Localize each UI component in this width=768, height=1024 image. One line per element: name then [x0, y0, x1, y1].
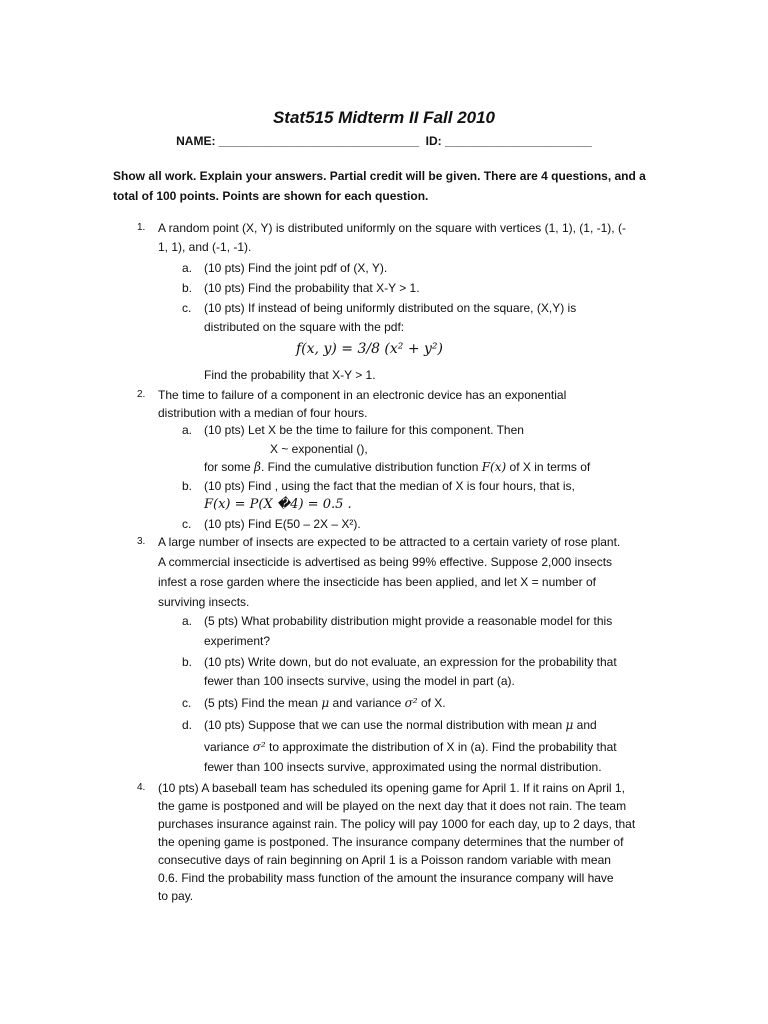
- q3d2-pre: variance: [204, 740, 253, 754]
- q3d-text-line2: [204, 738, 617, 756]
- q4-text-line7: to pay.: [158, 889, 194, 903]
- q3c-mid: and variance: [329, 696, 405, 710]
- q3d-text-line1: [204, 716, 597, 734]
- q1-number: 1.: [137, 222, 146, 233]
- q4-text-line6: 0.6. Find the probability mass function of the amount the insurance company will have: [158, 871, 614, 885]
- q3b-text-line2: fewer than 100 insects survive, using the model in part (a).: [204, 674, 515, 688]
- sigma-squared-symbol: σ²: [404, 696, 418, 710]
- q1a-text: (10 pts) Find the joint pdf of (X, Y).: [204, 261, 388, 275]
- q1b-text: (10 pts) Find the probability that X-Y > 1.: [204, 281, 420, 295]
- instructions: Show all work. Explain your answers. Partial credit will be given. There are 4 questions, and a total of 100 points. Points are shown for each question.: [113, 169, 646, 203]
- cdf-symbol: F(x): [481, 460, 507, 474]
- q2a-post: of X in terms of: [506, 460, 591, 474]
- name-id-line: NAME: ______________________________ ID: ______________________: [176, 134, 592, 148]
- sigma-squared-symbol: σ²: [252, 740, 266, 754]
- q2-text-line2: distribution with a median of four hours.: [158, 406, 368, 420]
- mu-symbol: μ: [565, 718, 574, 732]
- q3-text-line1: A large number of insects are expected to be attracted to a certain variety of rose plant.: [158, 535, 621, 549]
- q2-text-line1: The time to failure of a component in an electronic device has an exponential: [158, 388, 567, 402]
- q1b-label: b.: [182, 281, 193, 295]
- q3c-text: [204, 694, 446, 712]
- q1c-text-line1: (10 pts) If instead of being uniformly distributed on the square, (X,Y) is: [204, 301, 577, 315]
- q2a-text-line3: [204, 458, 590, 476]
- q3b-label: b.: [182, 655, 193, 669]
- q4-text-line5: consecutive days of rain beginning on April 1 is a Poisson random variable with mean: [158, 853, 611, 867]
- q4-text-line3: purchases insurance against rain. The policy will pay 1000 for each day, up to 2 days, that: [158, 817, 636, 831]
- q3-text-line2: A commercial insecticide is advertised as being 99% effective. Suppose 2,000 insects: [158, 555, 613, 569]
- q3-number: 3.: [137, 536, 146, 547]
- q2a-pre: for some: [204, 460, 255, 474]
- q3d-label: d.: [182, 718, 193, 732]
- q2a-text-line2: X ~ exponential (),: [270, 442, 368, 456]
- q2a-label: a.: [182, 423, 193, 437]
- q4-text-line1: (10 pts) A baseball team has scheduled its opening game for April 1. If it rains on April 1,: [158, 781, 625, 795]
- q2c-text: (10 pts) Find E(50 – 2X – X²).: [204, 517, 361, 531]
- q2b-text-line1: (10 pts) Find , using the fact that the median of X is four hours, that is,: [204, 479, 575, 493]
- q3d2-post: to approximate the distribution of X in (a). Find the probability that: [265, 740, 617, 754]
- q3d-text-line3: fewer than 100 insects survive, approximated using the normal distribution.: [204, 760, 602, 774]
- q4-number: 4.: [137, 782, 146, 793]
- beta-symbol: β: [254, 460, 261, 474]
- q2b-label: b.: [182, 479, 193, 493]
- q1c-text-line2: distributed on the square with the pdf:: [204, 320, 405, 334]
- q2c-label: c.: [182, 517, 192, 531]
- q4-text-line2: the game is postponed and will be played on the next day that it does not rain. The team: [158, 799, 627, 813]
- q3a-text-line2: experiment?: [204, 634, 271, 648]
- q1c-label: c.: [182, 301, 192, 315]
- q3b-text-line1: (10 pts) Write down, but do not evaluate, an expression for the probability that: [204, 655, 617, 669]
- exam-title: Stat515 Midterm II Fall 2010: [272, 108, 496, 127]
- mu-symbol: μ: [321, 696, 330, 710]
- q1c-text-line3: Find the probability that X-Y > 1.: [204, 368, 376, 382]
- q3-text-line4: surviving insects.: [158, 595, 250, 609]
- q3a-text-line1: (5 pts) What probability distribution might provide a reasonable model for this: [204, 614, 613, 628]
- q1-text-line1: A random point (X, Y) is distributed uniformly on the square with vertices (1, 1), (1, -1), (-: [158, 221, 626, 235]
- q3d-post: and: [573, 718, 597, 732]
- q2b-median-equation: F(x) = P(X �4) = 0.5 .: [204, 497, 352, 512]
- q2a-text-line1: (10 pts) Let X be the time to failure for this component. Then: [204, 423, 524, 437]
- q1a-label: a.: [182, 261, 193, 275]
- q3d-pre: (10 pts) Suppose that we can use the normal distribution with mean: [204, 718, 566, 732]
- q1-text-line2: 1, 1), and (-1, -1).: [158, 240, 252, 254]
- q3c-label: c.: [182, 696, 192, 710]
- q3a-label: a.: [182, 614, 193, 628]
- q2a-mid: . Find the cumulative distribution function: [260, 460, 482, 474]
- q3-text-line3: infest a rose garden where the insecticide has been applied, and let X = number of: [158, 575, 596, 589]
- q1c-pdf-formula: f(x, y) = 3/8 (x² + y²): [296, 341, 444, 357]
- q3c-pre: (5 pts) Find the mean: [204, 696, 322, 710]
- q2-number: 2.: [137, 389, 146, 400]
- q4-text-line4: the opening game is postponed. The insurance company determines that the number of: [158, 835, 624, 849]
- q3c-post: of X.: [417, 696, 446, 710]
